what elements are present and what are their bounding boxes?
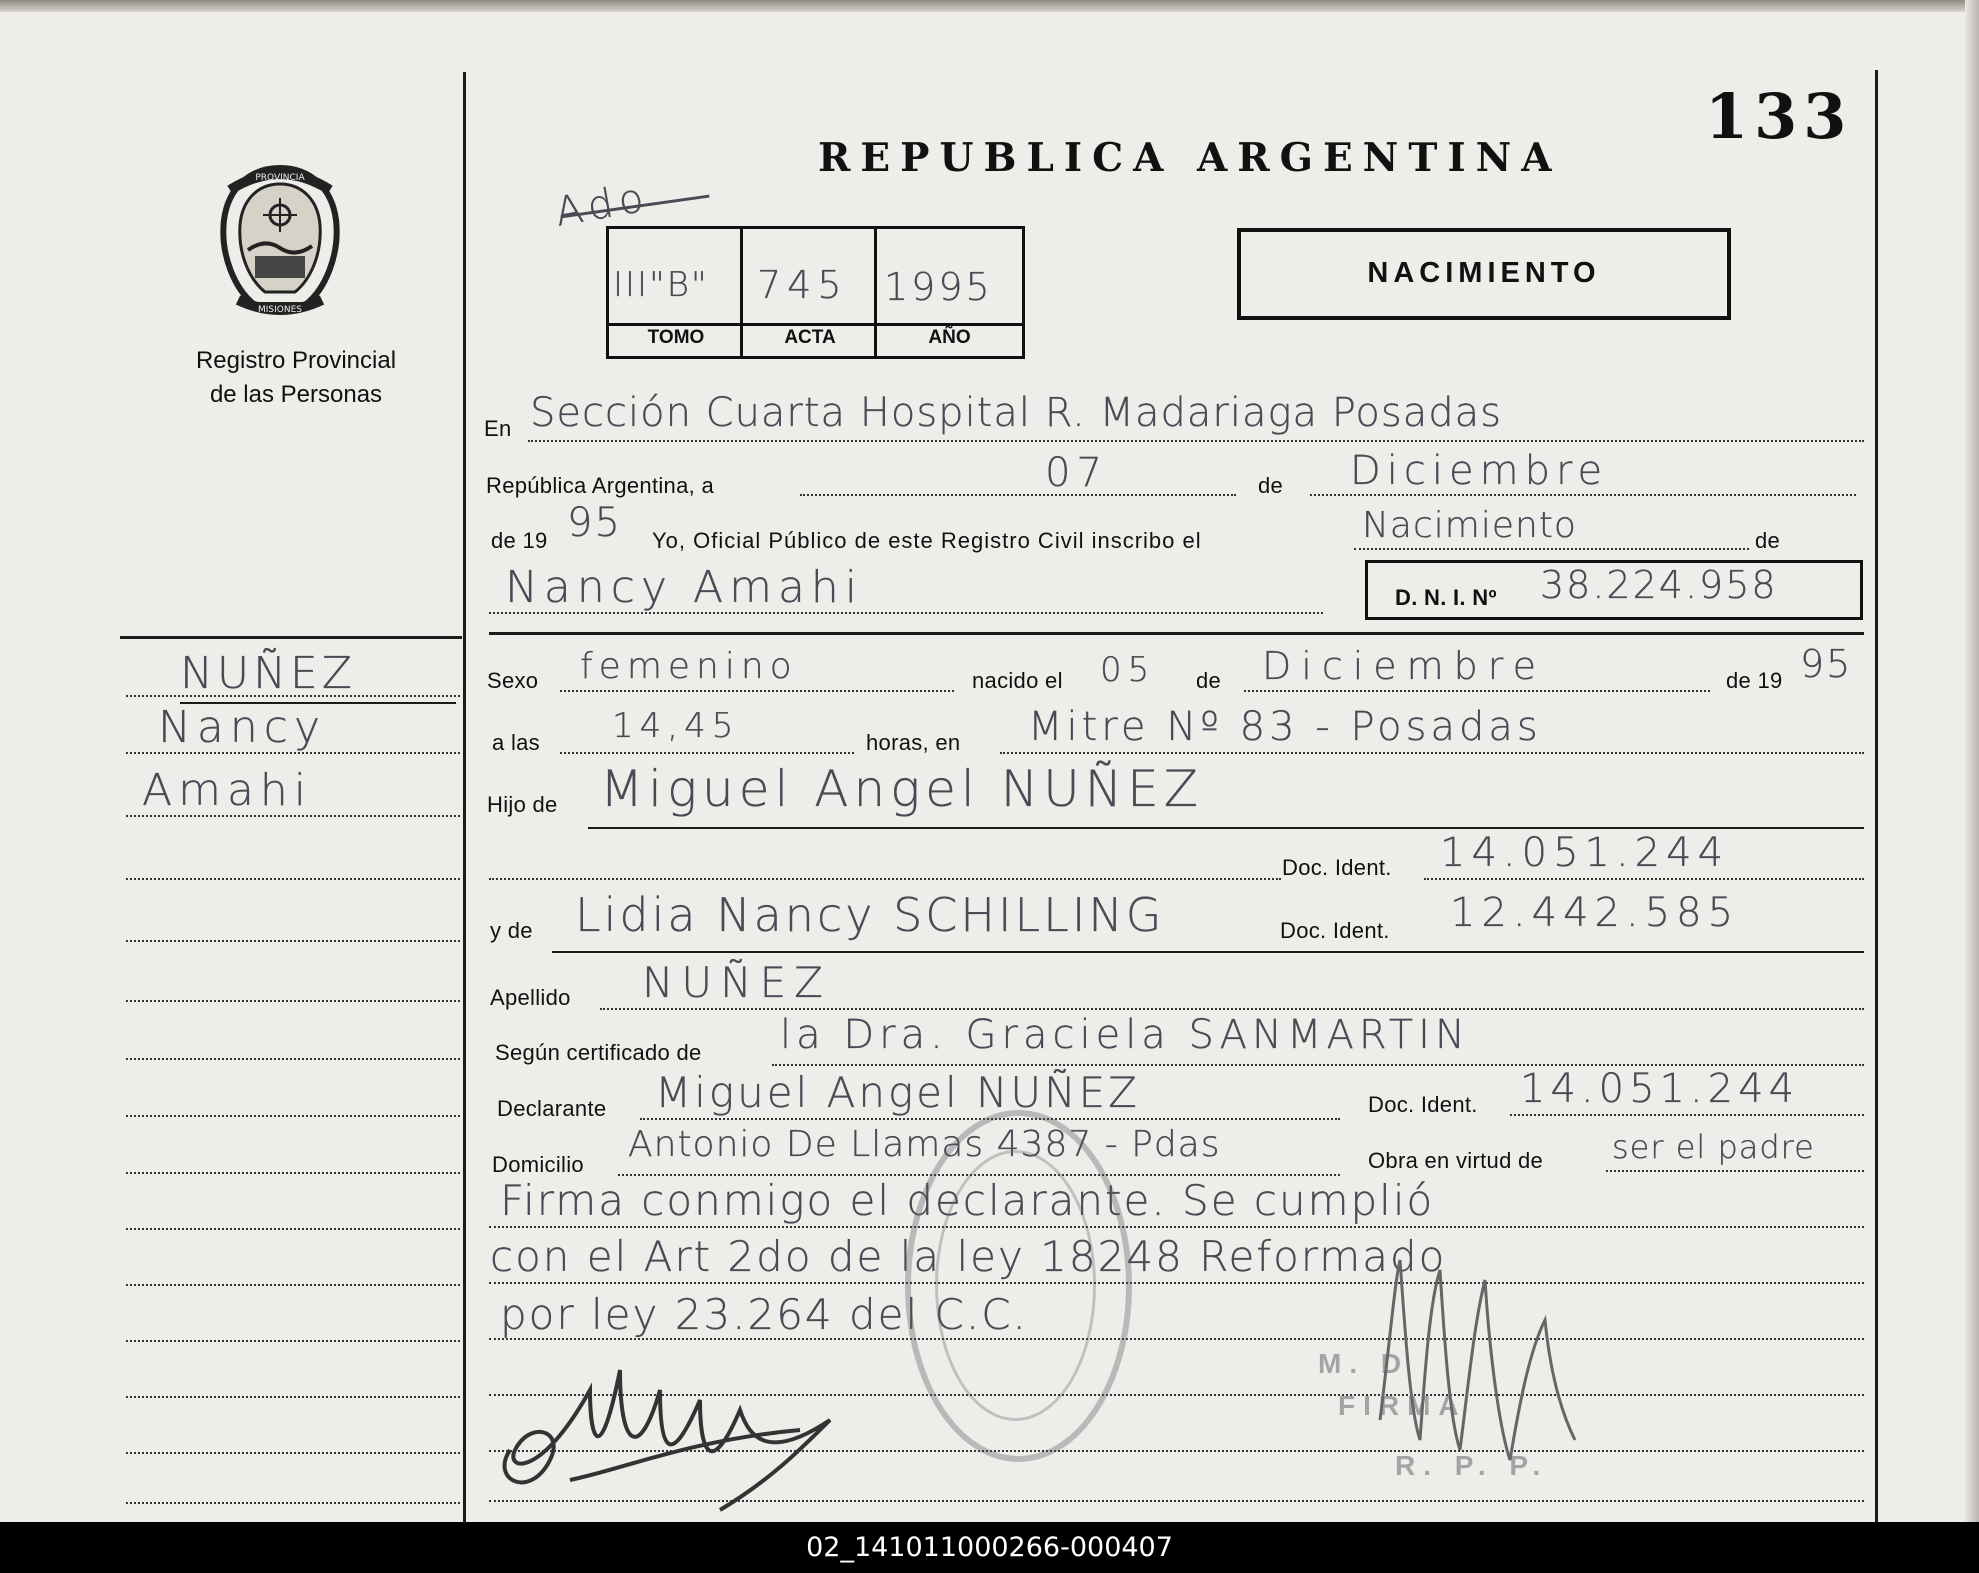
- hijo-label: Hijo de: [487, 792, 558, 817]
- page-top-edge: [0, 0, 1979, 12]
- declarante-value: Miguel Angel NUÑEZ: [655, 1068, 1140, 1117]
- margin-given-2: Amahi: [142, 765, 313, 816]
- name-line: [489, 612, 1323, 614]
- hour-line: [560, 752, 854, 754]
- dni-label: D. N. I. Nº: [1395, 585, 1497, 610]
- act-line: [1354, 548, 1749, 550]
- day-value: 07: [1045, 450, 1108, 496]
- place-line: [1000, 752, 1864, 754]
- domicilio-value: Antonio De Llamas 4387 - Pdas: [628, 1124, 1221, 1165]
- acta-label: ACTA: [784, 327, 836, 348]
- folio-number: 133: [1705, 80, 1853, 153]
- section-divider-main: [489, 632, 1864, 635]
- declarante-label: Declarante: [497, 1096, 607, 1121]
- birth-month-line: [1244, 690, 1710, 692]
- father-doc-line: [1424, 878, 1864, 880]
- frame-left-line: [463, 72, 466, 1522]
- agency-line-2: de las Personas: [209, 381, 383, 408]
- en-line: [528, 440, 1864, 442]
- officer-signature-icon: [1370, 1240, 1590, 1490]
- note-text-1: Firma conmigo el declarante. Se cumplió: [500, 1176, 1435, 1225]
- de-label-1: de: [1258, 473, 1284, 498]
- seal-text-top: PROVINCIA: [255, 173, 305, 183]
- note-line-1: [489, 1226, 1864, 1228]
- father-doc: 14.051.244: [1440, 830, 1730, 876]
- doc-label-2: Doc. Ident.: [1280, 918, 1390, 943]
- tomo-label: TOMO: [647, 327, 705, 348]
- place-value: Mitre Nº 83 - Posadas: [1028, 704, 1542, 750]
- margin-line-6: [126, 1000, 460, 1002]
- year-value: 95: [567, 500, 622, 546]
- image-id-footer: 02_141011000266-000407: [0, 1522, 1979, 1573]
- en-label: En: [484, 416, 512, 441]
- sexo-label: Sexo: [487, 668, 539, 693]
- table-divider: [609, 323, 1022, 326]
- margin-line-9: [126, 1172, 460, 1174]
- de-label-2: de: [1755, 528, 1781, 553]
- stamp-text-3: R. P. P.: [1395, 1450, 1549, 1481]
- apellido-value: NUÑEZ: [642, 958, 831, 1007]
- note-text-2: con el Art 2do de la ley 18248 Reformado: [490, 1232, 1447, 1281]
- doc-label-3: Doc. Ident.: [1368, 1092, 1478, 1117]
- margin-line-11: [126, 1284, 460, 1286]
- seal-text-bottom: MISIONES: [257, 305, 303, 315]
- segun-label: Según certificado de: [495, 1040, 702, 1065]
- apellido-label: Apellido: [490, 985, 571, 1010]
- apellido-line: [600, 1008, 1864, 1010]
- note-text-3: por ley 23.264 del C.C.: [500, 1290, 1028, 1339]
- stamp-text-1: M. D: [1318, 1348, 1410, 1379]
- margin-surname: NUÑEZ: [180, 648, 356, 699]
- margin-line-13: [126, 1396, 460, 1398]
- birth-day: 05: [1100, 650, 1156, 690]
- doc-label-1: Doc. Ident.: [1282, 855, 1392, 880]
- yo-label: Yo, Oficial Público de este Registro Civil inscribo el: [652, 528, 1202, 553]
- act-value: Nacimiento: [1362, 505, 1577, 546]
- official-stamp-inner: [935, 1150, 1096, 1421]
- margin-line-15: [126, 1502, 460, 1504]
- birth-year: 95: [1800, 642, 1853, 686]
- month-value: Diciembre: [1350, 448, 1609, 494]
- sexo-value: femenino: [580, 646, 798, 687]
- record-type-box: NACIMIENTO: [1237, 228, 1731, 320]
- declarant-signature-icon: [470, 1330, 930, 1520]
- margin-given-1: Nancy: [158, 702, 326, 753]
- agency-line-1: Registro Provincial: [195, 347, 397, 374]
- frame-right-line: [1875, 70, 1878, 1522]
- margin-line-14: [126, 1452, 460, 1454]
- annotation-ado: Ado: [551, 174, 653, 236]
- anio-label: AÑO: [928, 327, 971, 348]
- mother-value: Lidia Nancy SCHILLING: [575, 888, 1165, 942]
- de-label-3: de: [1196, 668, 1222, 693]
- dni-value: 38.224.958: [1540, 563, 1778, 607]
- birth-month: Diciembre: [1262, 644, 1546, 688]
- registry-table: [606, 226, 1025, 359]
- month-line: [1310, 494, 1856, 496]
- margin-line-12: [126, 1340, 460, 1342]
- note-line-2: [489, 1282, 1864, 1284]
- stamp-text-2: FIRMA: [1338, 1390, 1467, 1421]
- segun-value: la Dra. Graciela SANMARTIN: [780, 1012, 1470, 1058]
- margin-line-7: [126, 1058, 460, 1060]
- anio-value: 1995: [884, 265, 993, 309]
- margin-line-10: [126, 1228, 460, 1230]
- declarante-doc: 14.051.244: [1520, 1066, 1800, 1112]
- mother-line: [552, 951, 1864, 953]
- acta-value: 745: [757, 263, 848, 307]
- obra-label: Obra en virtud de: [1368, 1148, 1544, 1173]
- mother-doc: 12.442.585: [1450, 890, 1740, 936]
- margin-line-8: [126, 1115, 460, 1117]
- de19-label: de 19: [491, 528, 548, 553]
- declarante-doc-line: [1510, 1114, 1864, 1116]
- country-title: REPUBLICA ARGENTINA: [818, 135, 1562, 181]
- obra-line: [1606, 1170, 1864, 1172]
- father-value: Miguel Angel NUÑEZ: [600, 760, 1203, 818]
- alas-label: a las: [492, 730, 540, 755]
- hour-value: 14,45: [612, 706, 740, 746]
- obra-value: ser el padre: [1612, 1128, 1815, 1166]
- en-value: Sección Cuarta Hospital R. Madariaga Posadas: [530, 390, 1502, 436]
- misiones-seal-icon: [210, 160, 350, 320]
- margin-line-4: [126, 878, 460, 880]
- name-value: Nancy Amahi: [505, 562, 864, 613]
- page-right-edge: [1965, 0, 1979, 1522]
- section-divider: [120, 636, 462, 639]
- yde-label: y de: [490, 918, 533, 943]
- margin-line-5: [126, 940, 460, 942]
- agency-name: [156, 344, 436, 412]
- domicilio-label: Domicilio: [492, 1152, 584, 1177]
- father-extra-line: [489, 878, 1281, 880]
- horas-label: horas, en: [866, 730, 961, 755]
- father-line: [588, 827, 1864, 829]
- dni-box: [1365, 560, 1863, 620]
- nacido-label: nacido el: [972, 668, 1063, 693]
- republica-label: República Argentina, a: [486, 473, 714, 498]
- day-line: [800, 494, 1236, 496]
- de19-label-2: de 19: [1726, 668, 1783, 693]
- sexo-line: [560, 690, 954, 692]
- tomo-value: III"B": [613, 265, 709, 305]
